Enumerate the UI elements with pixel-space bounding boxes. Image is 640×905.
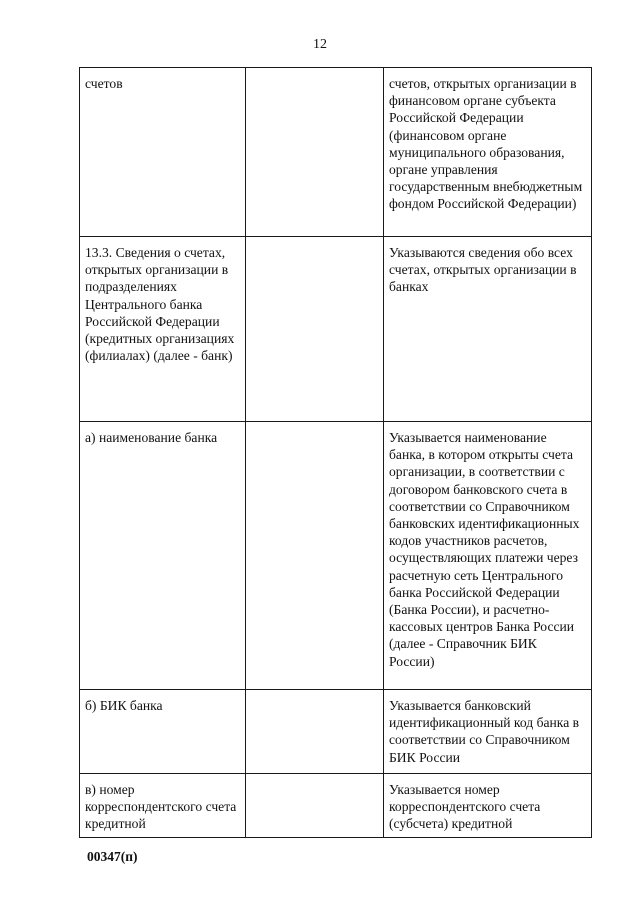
field-description-cell: счетов, открытых организации в финансовом органе субъекта Российской Федерации (финансовом органе муниципального образования, органе управления государственным внебюджетным фондом Российской Федерации) xyxy=(384,68,592,237)
field-name-cell: счетов xyxy=(80,68,246,237)
empty-cell xyxy=(246,68,384,237)
table-row xyxy=(80,774,592,838)
field-description-cell: Указываются сведения обо всех счетах, открытых организации в банках xyxy=(384,237,592,422)
document-code: 00347(п) xyxy=(87,849,138,864)
table-row xyxy=(80,237,592,422)
field-name-cell: а) наименование банка xyxy=(80,422,246,690)
empty-cell xyxy=(246,690,384,774)
empty-cell xyxy=(246,774,384,838)
field-description-cell: Указывается банковский идентификационный код банка в соответствии со Справочником БИК России xyxy=(384,690,592,774)
field-name-cell: в) номер корреспондентского счета кредитной xyxy=(80,774,246,838)
empty-cell xyxy=(246,422,384,690)
table-row xyxy=(80,68,592,237)
table-row xyxy=(80,422,592,690)
requirements-table xyxy=(79,67,592,838)
field-description-cell: Указывается наименование банка, в котором открыты счета организации, в соответствии с договором банковского счета в соответствии со Справочником банковских идентификационных кодов участников расчетов, осуществляющих платежи через расчетную сеть Центрального банка Российской Федерации (Банка России), и расчетно-кассовых центров Банка России (далее - Справочник БИК России) xyxy=(384,422,592,690)
field-name-cell: б) БИК банка xyxy=(80,690,246,774)
field-description-cell: Указывается номер корреспондентского счета (субсчета) кредитной xyxy=(384,774,592,838)
field-name-cell: 13.3. Сведения о счетах, открытых организации в подразделениях Центрального банка Российской Федерации (кредитных организациях (филиалах) (далее - банк) xyxy=(80,237,246,422)
empty-cell xyxy=(246,237,384,422)
page-number: 12 xyxy=(313,37,327,52)
table-row xyxy=(80,690,592,774)
